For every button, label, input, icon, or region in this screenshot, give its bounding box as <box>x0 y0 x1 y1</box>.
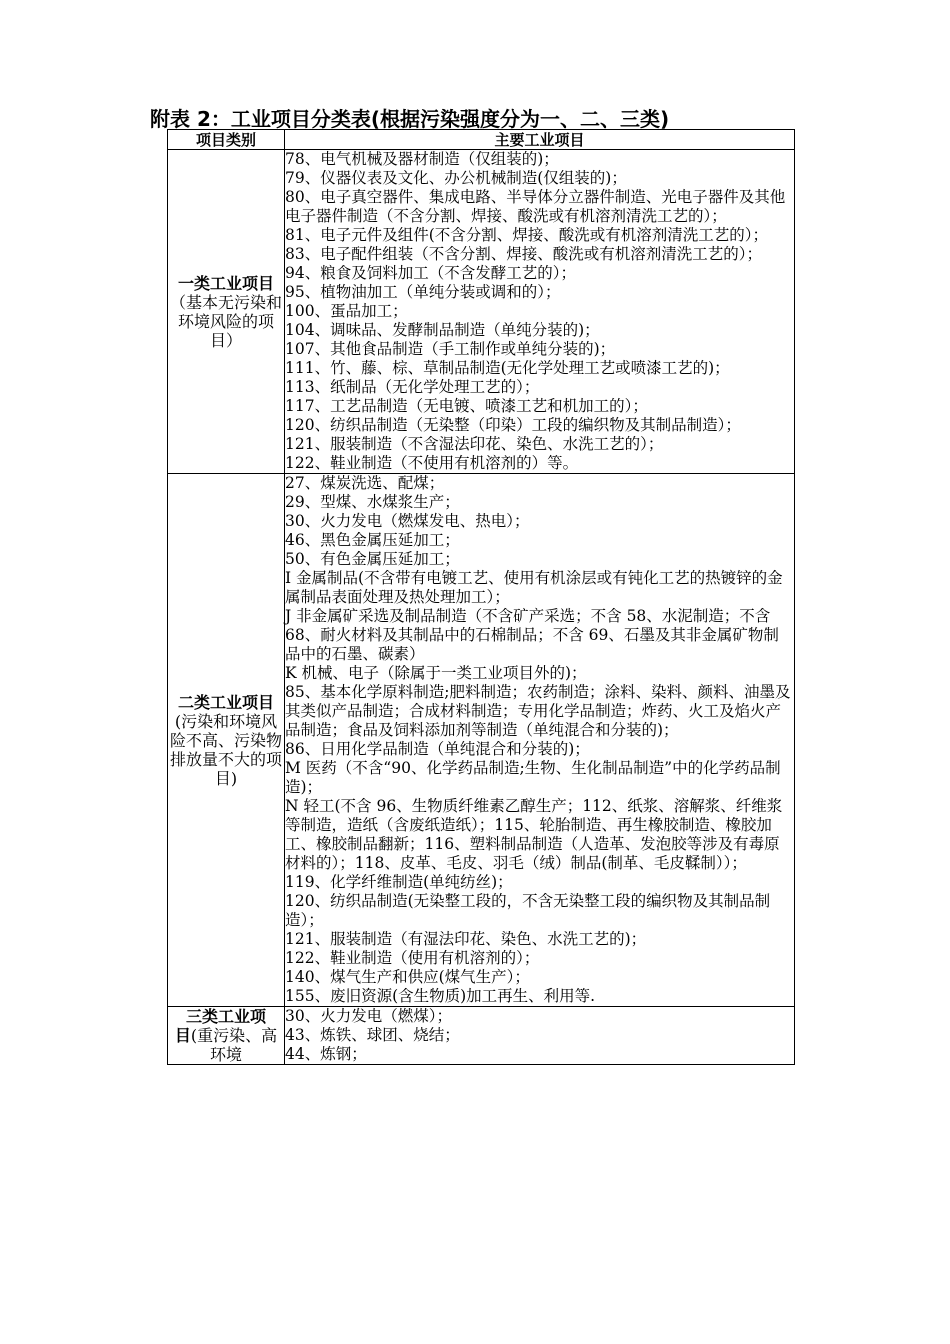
list-item: 113、纸制品（无化学处理工艺的）； <box>285 378 540 396</box>
items-cell <box>285 1007 795 1065</box>
list-item: 107、其他食品制造（手工制作或单纯分装的)； <box>285 340 616 358</box>
category-cell <box>168 1007 285 1065</box>
list-item: N 轻工(不含 96、生物质纤维素乙醇生产；112、纸浆、溶解浆、纤维浆等制造，造纸（含废纸造纸）；115、轮胎制造、再生橡胶制造、橡胶加工、橡胶制品翻新；116、塑料制品制造（人造革、发泡胶等涉及有毒原材料的）；118、皮革、毛皮、羽毛（绒）制品(制革、毛皮鞣制））； <box>285 797 783 872</box>
list-item: 119、化学纤维制造(单纯纺丝)； <box>285 873 513 891</box>
list-item: 50、有色金属压延加工； <box>285 550 460 568</box>
list-item: 140、煤气生产和供应(煤气生产）； <box>285 968 530 986</box>
list-item: 27、煤炭洗选、配煤； <box>285 474 445 492</box>
list-item: 94、粮食及饲料加工（不含发酵工艺的）； <box>285 264 576 282</box>
list-item: 44、炼钢； <box>285 1045 367 1063</box>
list-item: 117、工艺品制造（无电镀、喷漆工艺和机加工的）； <box>285 397 648 415</box>
list-item: 30、火力发电（燃煤发电、热电）； <box>285 512 530 530</box>
list-item: 111、竹、藤、棕、草制品制造(无化学处理工艺或喷漆工艺的)； <box>285 359 730 377</box>
list-item: I 金属制品(不含带有电镀工艺、使用有机涂层或有钝化工艺的热镀锌的金属制品表面处理及热处理加工）； <box>285 569 783 606</box>
list-item: 100、蛋品加工； <box>285 302 408 320</box>
category-desc: (污染和环境风险不高、污染物排放量不大的项目) <box>169 711 282 788</box>
header-category: 项目类别 <box>168 130 285 150</box>
list-item: J 非金属矿采选及制品制造（不含矿产采选；不含 58、水泥制造；不含 68、耐火材料及其制品中的石棉制品；不含 69、石墨及其非金属矿物制品中的石墨、碳素） <box>285 607 779 663</box>
list-item: 79、仪器仪表及文化、办公机械制造(仅组装的)； <box>285 169 627 187</box>
list-item: 78、电气机械及器材制造（仅组装的)； <box>285 150 559 168</box>
list-item: 120、纺织品制造(无染整工段的，不含无染整工段的编织物及其制品制造）； <box>285 892 771 929</box>
category-cell <box>168 474 285 1007</box>
category-desc: (重污染、高环境 <box>190 1026 278 1064</box>
page-title: 附表 2：工业项目分类表(根据污染强度分为一、二、三类) <box>150 107 670 131</box>
list-item: 83、电子配件组装（不含分割、焊接、酸洗或有机溶剂清洗工艺的）； <box>285 245 762 263</box>
list-item: 122、鞋业制造（不使用有机溶剂的）等。 <box>285 454 579 472</box>
list-item: 121、服装制造（有湿法印花、染色、水洗工艺的)； <box>285 930 647 948</box>
items-cell <box>285 474 795 1007</box>
list-item: 120、纺织品制造（无染整（印染）工段的编织物及其制品制造）； <box>285 416 741 434</box>
category-name-cont: 目 <box>174 1026 191 1045</box>
list-item: 46、黑色金属压延加工； <box>285 531 460 549</box>
list-item: K 机械、电子（除属于一类工业项目外的)； <box>285 664 587 682</box>
category-name: 二类工业项目 <box>177 692 274 712</box>
header-items: 主要工业项目 <box>285 130 795 150</box>
classification-table <box>167 129 795 1065</box>
table-row <box>168 150 795 474</box>
table-header-row <box>168 130 795 150</box>
list-item: 95、植物油加工（单纯分装或调和的）； <box>285 283 561 301</box>
list-item: 122、鞋业制造（使用有机溶剂的）； <box>285 949 540 967</box>
category-desc: （基本无污染和环境风险的项目） <box>169 292 282 350</box>
category-name: 一类工业项目 <box>177 273 274 293</box>
list-item: 30、火力发电（燃煤）； <box>285 1007 452 1025</box>
list-item: 81、电子元件及组件(不含分割、焊接、酸洗或有机溶剂清洗工艺的）； <box>285 226 769 244</box>
category-cell <box>168 150 285 474</box>
list-item: 85、基本化学原料制造;肥料制造；农药制造；涂料、染料、颜料、油墨及其类似产品制造；合成材料制造；专用化学品制造；炸药、火工及焰火产品制造；食品及饲料添加剂等制造（单纯混合和分装的)； <box>285 683 791 739</box>
list-item: 104、调味品、发酵制品制造（单纯分装的)； <box>285 321 600 339</box>
list-item: 121、服装制造（不含湿法印花、染色、水洗工艺的）； <box>285 435 664 453</box>
list-item: M 医药（不含“90、化学药品制造;生物、生化制品制造”中的化学药品制造)； <box>285 759 781 796</box>
table-row <box>168 1007 795 1065</box>
items-cell <box>285 150 795 474</box>
list-item: 80、电子真空器件、集成电路、半导体分立器件制造、光电子器件及其他电子器件制造（不含分割、焊接、酸洗或有机溶剂清洗工艺的）； <box>285 188 786 225</box>
list-item: 29、型煤、水煤浆生产； <box>285 493 460 511</box>
list-item: 155、废旧资源(含生物质)加工再生、利用等. <box>285 987 596 1005</box>
table-row <box>168 474 795 1007</box>
list-item: 43、炼铁、球团、烧结； <box>285 1026 460 1044</box>
category-name: 三类工业项 <box>185 1007 266 1026</box>
list-item: 86、日用化学品制造（单纯混合和分装的)； <box>285 740 590 758</box>
